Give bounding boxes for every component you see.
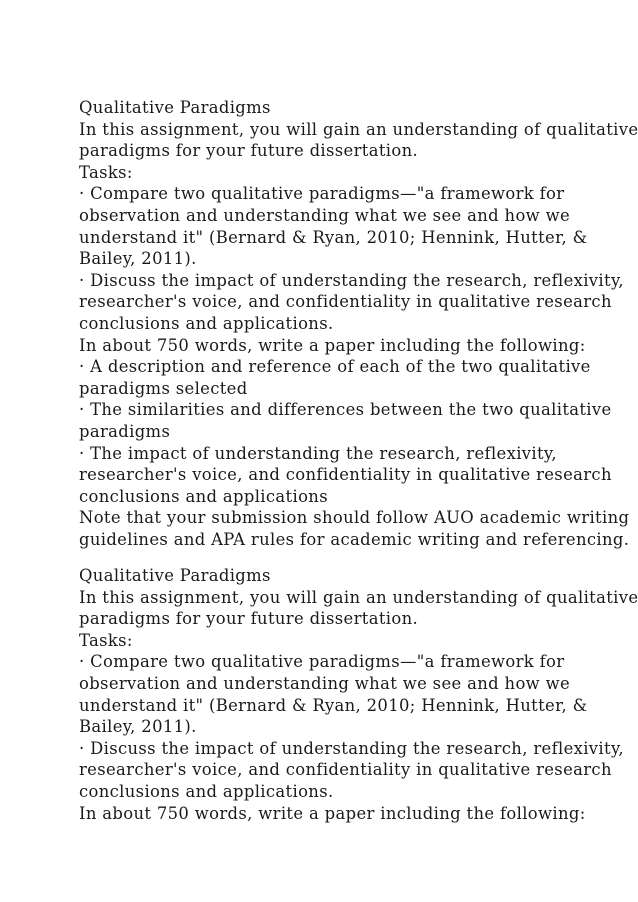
task-item-line: observation and understanding what we see and how we <box>79 205 571 225</box>
requirement-item-line: · The similarities and differences between the two qualitative <box>79 400 612 420</box>
text-block-second <box>79 565 638 824</box>
instruction-line: In about 750 words, write a paper including the following: <box>79 803 586 823</box>
instruction-line: In about 750 words, write a paper including the following: <box>79 335 586 355</box>
task-item-line: observation and understanding what we see and how we <box>79 673 571 693</box>
task-item-line: · Compare two qualitative paradigms—"a framework for <box>79 652 565 672</box>
text-block-first <box>79 97 638 550</box>
task-item-line: researcher's voice, and confidentiality in qualitative research <box>79 292 612 312</box>
requirement-item-line: · The impact of understanding the research, reflexivity, <box>79 443 557 463</box>
task-item-line: · Compare two qualitative paradigms—"a framework for <box>79 184 565 204</box>
task-item-line: · Discuss the impact of understanding the research, reflexivity, <box>79 738 624 758</box>
intro-line: In this assignment, you will gain an understanding of qualitative <box>79 119 638 139</box>
note-line: guidelines and APA rules for academic writing and referencing. <box>79 529 630 549</box>
tasks-heading: Tasks: <box>79 630 133 650</box>
task-item-line: researcher's voice, and confidentiality in qualitative research <box>79 760 612 780</box>
task-item-line: conclusions and applications. <box>79 781 334 801</box>
requirement-item-line: conclusions and applications <box>79 486 328 506</box>
intro-line: paradigms for your future dissertation. <box>79 609 419 629</box>
document-title: Qualitative Paradigms <box>79 98 271 117</box>
requirement-item-line: paradigms <box>79 421 171 441</box>
tasks-heading: Tasks: <box>79 162 133 182</box>
note-line: Note that your submission should follow AUO academic writing <box>79 508 630 528</box>
requirement-item-line: · A description and reference of each of the two qualitative <box>79 357 591 377</box>
document-title: Qualitative Paradigms <box>79 566 271 585</box>
requirement-item-line: researcher's voice, and confidentiality in qualitative research <box>79 465 612 485</box>
task-item-line: · Discuss the impact of understanding the research, reflexivity, <box>79 270 624 290</box>
task-item-line: conclusions and applications. <box>79 313 334 333</box>
requirement-item-line: paradigms selected <box>79 378 248 398</box>
task-item-line: Bailey, 2011). <box>79 249 197 269</box>
intro-line: paradigms for your future dissertation. <box>79 141 419 161</box>
task-item-line: understand it" (Bernard & Ryan, 2010; Hennink, Hutter, & <box>79 695 588 715</box>
task-item-line: Bailey, 2011). <box>79 717 197 737</box>
task-item-line: understand it" (Bernard & Ryan, 2010; Hennink, Hutter, & <box>79 227 588 247</box>
intro-line: In this assignment, you will gain an understanding of qualitative <box>79 587 638 607</box>
